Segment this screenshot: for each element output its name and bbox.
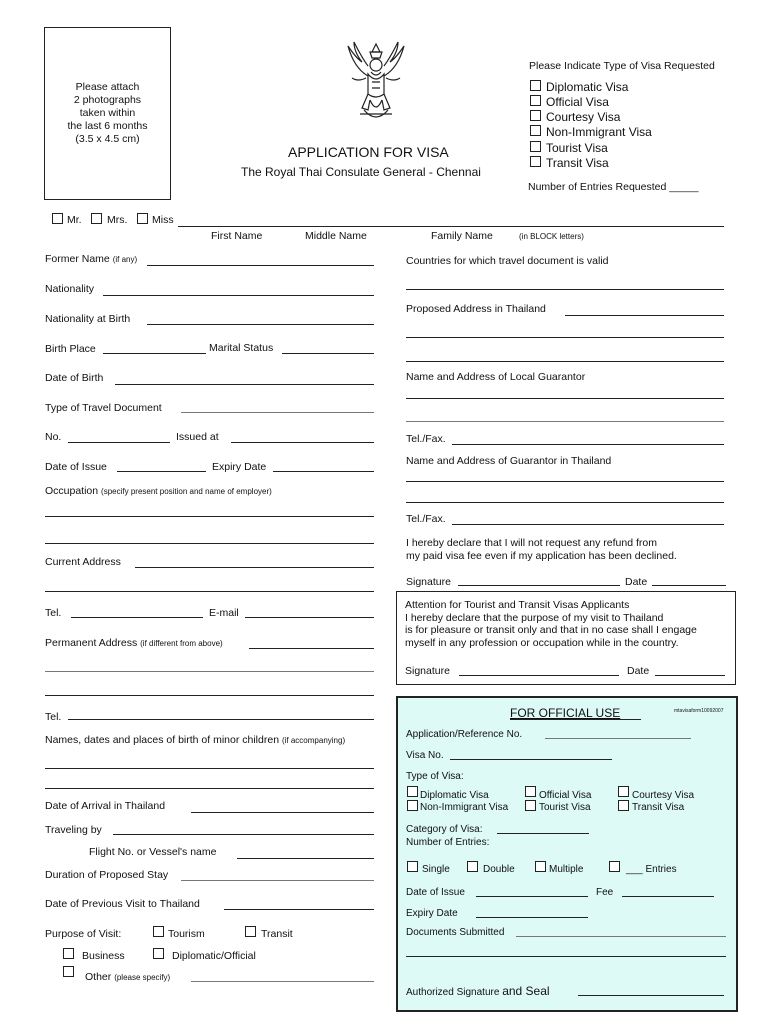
occupation-line-2[interactable] <box>45 543 374 544</box>
mr-checkbox[interactable] <box>52 213 63 224</box>
reference-no-line[interactable] <box>545 738 691 739</box>
visa-no-line[interactable] <box>450 759 612 760</box>
reference-no-label: Application/Reference No. <box>406 729 523 740</box>
visa-request-heading: Please Indicate Type of Visa Requested <box>529 60 715 72</box>
expiry-date-line[interactable] <box>273 471 374 472</box>
visa-no-label: Visa No. <box>406 750 444 761</box>
expiry-date-label: Expiry Date <box>212 461 267 473</box>
visa-transit-checkbox[interactable] <box>530 156 541 167</box>
email-line[interactable] <box>245 617 374 618</box>
middle-name-caption: Middle Name <box>305 230 367 242</box>
flight-no-line[interactable] <box>237 858 374 859</box>
tel-2-label: Tel. <box>45 711 62 723</box>
ofc-date-of-issue-label: Date of Issue <box>406 887 465 898</box>
travel-document-line[interactable] <box>181 412 374 413</box>
n-entries-checkbox[interactable] <box>609 861 620 872</box>
local-guarantor-line-2[interactable] <box>406 421 724 422</box>
ofc-expiry-line[interactable] <box>476 917 588 918</box>
occupation-text: Occupation <box>45 485 99 497</box>
signature-line[interactable] <box>458 585 620 586</box>
official-use-title: FOR OFFICIAL USE <box>510 706 621 720</box>
ofc-transit-checkbox[interactable] <box>618 800 629 811</box>
ofc-tourist-checkbox[interactable] <box>525 800 536 811</box>
ofc-non-immigrant-label: Non-Immigrant Visa <box>420 802 509 813</box>
type-of-visa-label: Type of Visa: <box>406 771 464 782</box>
visa-type-label: Diplomatic Visa <box>546 80 629 94</box>
occupation-line-1[interactable] <box>45 516 374 517</box>
attention-signature-label: Signature <box>405 665 450 677</box>
n-entries-label: ___ Entries <box>626 864 677 875</box>
nationality-at-birth-line[interactable] <box>147 324 374 325</box>
tourism-label: Tourism <box>168 928 205 940</box>
proposed-address-line-2[interactable] <box>406 337 724 338</box>
visa-type-label: Tourist Visa <box>546 141 608 155</box>
visa-courtesy-checkbox[interactable] <box>530 110 541 121</box>
single-entry-checkbox[interactable] <box>407 861 418 872</box>
authorized-signature-label <box>406 984 550 998</box>
photo-instructions: Please attach 2 photographs taken within the last 6 months (3.5 x 4.5 cm) <box>67 81 148 145</box>
email-label: E-mail <box>209 607 239 619</box>
mr-label: Mr. <box>67 214 82 226</box>
ofc-transit-label: Transit Visa <box>632 802 685 813</box>
local-guarantor-label: Name and Address of Local Guarantor <box>406 371 586 383</box>
transit-checkbox[interactable] <box>245 926 256 937</box>
minor-children-note: (if accompanying) <box>281 736 346 745</box>
ofc-courtesy-label: Courtesy Visa <box>632 790 695 801</box>
travel-document-label: Type of Travel Document <box>45 402 162 414</box>
issued-at-label: Issued at <box>176 431 219 443</box>
mrs-checkbox[interactable] <box>91 213 102 224</box>
category-label: Category of Visa: <box>406 824 483 835</box>
tel-line[interactable] <box>71 617 203 618</box>
document-no-label: No. <box>45 431 62 443</box>
date-of-issue-label: Date of Issue <box>45 461 107 473</box>
visa-official-checkbox[interactable] <box>530 95 541 106</box>
documents-line-2[interactable] <box>406 956 726 957</box>
mrs-label: Mrs. <box>107 214 128 226</box>
nationality-at-birth-label: Nationality at Birth <box>45 313 131 325</box>
occupation-label <box>45 485 272 497</box>
visa-tourist-checkbox[interactable] <box>530 141 541 152</box>
date-of-birth-line[interactable] <box>115 384 374 385</box>
date-of-birth-label: Date of Birth <box>45 372 104 384</box>
family-name-caption: Family Name <box>431 230 493 242</box>
birth-place-label: Birth Place <box>45 343 96 355</box>
current-address-line-1[interactable] <box>135 567 374 568</box>
marital-status-line[interactable] <box>282 353 374 354</box>
previous-visit-line[interactable] <box>224 909 374 910</box>
occupation-note: (specify present position and name of employer) <box>101 487 272 496</box>
refund-declaration: I hereby declare that I will not request any refund from my paid visa fee even if my application has been declined. <box>406 537 677 562</box>
attention-text: Attention for Tourist and Transit Visas Applicants I hereby declare that the purpose of my visit to Thailand is for pleasure or transit only and that in no case shall I engage myself in any profession or occupation while in the country. <box>405 599 697 649</box>
countries-valid-line[interactable] <box>406 289 724 290</box>
documents-line-1[interactable] <box>516 936 726 937</box>
visa-non-immigrant-checkbox[interactable] <box>530 125 541 136</box>
arrival-date-label: Date of Arrival in Thailand <box>45 800 166 812</box>
ofc-date-of-issue-line[interactable] <box>476 896 588 897</box>
permanent-address-text: Permanent Address <box>45 637 138 649</box>
permanent-address-line-1[interactable] <box>249 648 374 649</box>
guarantor-thailand-label: Name and Address of Guarantor in Thailand <box>406 455 612 467</box>
minor-children-line-1[interactable] <box>45 768 374 769</box>
date-line[interactable] <box>652 585 726 586</box>
business-checkbox[interactable] <box>63 948 74 959</box>
garuda-emblem-icon <box>342 38 410 128</box>
document-no-line[interactable] <box>68 442 170 443</box>
other-text: Other <box>85 971 112 983</box>
authorized-signature-line[interactable] <box>578 995 724 996</box>
documents-submitted-label: Documents Submitted <box>406 927 505 938</box>
duration-label: Duration of Proposed Stay <box>45 869 169 881</box>
block-letters-note: (in BLOCK letters) <box>519 232 584 241</box>
other-checkbox[interactable] <box>63 966 74 977</box>
permanent-address-line-2[interactable] <box>45 671 374 672</box>
page-title: APPLICATION FOR VISA <box>288 144 449 160</box>
consulate-subtitle: The Royal Thai Consulate General - Chennai <box>241 165 481 179</box>
guarantor-thailand-line-1[interactable] <box>406 481 724 482</box>
guarantor-thailand-line-2[interactable] <box>406 502 724 503</box>
permanent-address-line-3[interactable] <box>45 695 374 696</box>
tourism-checkbox[interactable] <box>153 926 164 937</box>
flight-no-label: Flight No. or Vessel's name <box>89 846 217 858</box>
signature-label: Signature <box>406 576 451 588</box>
diplomatic-official-checkbox[interactable] <box>153 948 164 959</box>
and-seal-text: and Seal <box>502 984 550 998</box>
nationality-line[interactable] <box>103 295 374 296</box>
other-label <box>85 971 170 983</box>
previous-visit-label: Date of Previous Visit to Thailand <box>45 898 200 910</box>
fee-line[interactable] <box>622 896 714 897</box>
business-label: Business <box>82 950 125 962</box>
current-address-label: Current Address <box>45 556 121 568</box>
attention-date-line[interactable] <box>655 675 725 676</box>
attention-date-label: Date <box>627 665 650 677</box>
arrival-date-line[interactable] <box>191 812 374 813</box>
form-code: mtavisaform10092007 <box>674 708 724 714</box>
visa-type-label: Transit Visa <box>546 156 609 170</box>
ofc-courtesy-checkbox[interactable] <box>618 786 629 797</box>
visa-type-label: Courtesy Visa <box>546 110 621 124</box>
telfax-2-line[interactable] <box>452 524 724 525</box>
minor-children-label <box>45 734 345 746</box>
diplomatic-official-label: Diplomatic/Official <box>172 950 256 962</box>
transit-label: Transit <box>261 928 293 940</box>
date-of-issue-line[interactable] <box>117 471 206 472</box>
traveling-by-label: Traveling by <box>45 824 102 836</box>
telfax-1-line[interactable] <box>452 444 724 445</box>
local-guarantor-line-1[interactable] <box>406 398 724 399</box>
ofc-official-label: Official Visa <box>539 790 592 801</box>
double-entry-checkbox[interactable] <box>467 861 478 872</box>
entries-requested-field[interactable]: Number of Entries Requested _____ <box>528 181 699 193</box>
former-name-text: Former Name <box>45 253 110 265</box>
ofc-expiry-label: Expiry Date <box>406 908 458 919</box>
ofc-diplomatic-label: Diplomatic Visa <box>420 790 489 801</box>
minor-children-line-2[interactable] <box>45 788 374 789</box>
other-note: (please specify) <box>114 973 171 982</box>
single-entry-label: Single <box>422 864 450 875</box>
minor-children-text: Names, dates and places of birth of minor children <box>45 734 280 746</box>
proposed-address-line-3[interactable] <box>406 361 724 362</box>
official-use-box <box>396 696 738 1012</box>
first-name-caption: First Name <box>211 230 263 242</box>
ofc-official-checkbox[interactable] <box>525 786 536 797</box>
authorized-signature-text: Authorized Signature <box>406 987 500 998</box>
fee-label: Fee <box>596 887 614 898</box>
tel-label: Tel. <box>45 607 62 619</box>
permanent-address-label <box>45 637 223 649</box>
telfax-1-label: Tel./Fax. <box>406 433 446 445</box>
ofc-tourist-label: Tourist Visa <box>539 802 591 813</box>
visa-diplomatic-checkbox[interactable] <box>530 80 541 91</box>
marital-status-label: Marital Status <box>209 342 274 354</box>
other-line[interactable] <box>191 981 374 982</box>
purpose-label: Purpose of Visit: <box>45 928 122 940</box>
current-address-line-2[interactable] <box>45 591 374 592</box>
countries-valid-label: Countries for which travel document is valid <box>406 255 609 267</box>
former-name-line[interactable] <box>147 265 374 266</box>
ofc-diplomatic-checkbox[interactable] <box>407 786 418 797</box>
attention-signature-line[interactable] <box>459 675 619 676</box>
visa-type-label: Non-Immigrant Visa <box>546 125 652 139</box>
duration-line[interactable] <box>181 880 374 881</box>
tel-2-line[interactable] <box>68 719 374 720</box>
proposed-address-label: Proposed Address in Thailand <box>406 303 546 315</box>
former-name-label <box>45 253 137 265</box>
issued-at-line[interactable] <box>231 442 374 443</box>
date-label: Date <box>625 576 648 588</box>
visa-type-label: Official Visa <box>546 95 609 109</box>
photo-box <box>44 27 171 200</box>
birth-place-line[interactable] <box>103 353 206 354</box>
full-name-line[interactable] <box>178 226 724 227</box>
proposed-address-line-1[interactable] <box>565 315 724 316</box>
telfax-2-label: Tel./Fax. <box>406 513 446 525</box>
official-use-title-underline <box>510 719 641 720</box>
category-line[interactable] <box>497 833 589 834</box>
miss-checkbox[interactable] <box>137 213 148 224</box>
if-any-note: (if any) <box>112 255 138 264</box>
ofc-non-immigrant-checkbox[interactable] <box>407 800 418 811</box>
nationality-label: Nationality <box>45 283 95 295</box>
miss-label: Miss <box>152 214 174 226</box>
number-of-entries-label: Number of Entries: <box>406 837 490 848</box>
multiple-entry-checkbox[interactable] <box>535 861 546 872</box>
attention-box <box>396 591 736 685</box>
permanent-address-note: (if different from above) <box>140 639 223 648</box>
multiple-entry-label: Multiple <box>549 864 584 875</box>
traveling-by-line[interactable] <box>113 834 374 835</box>
double-entry-label: Double <box>483 864 515 875</box>
